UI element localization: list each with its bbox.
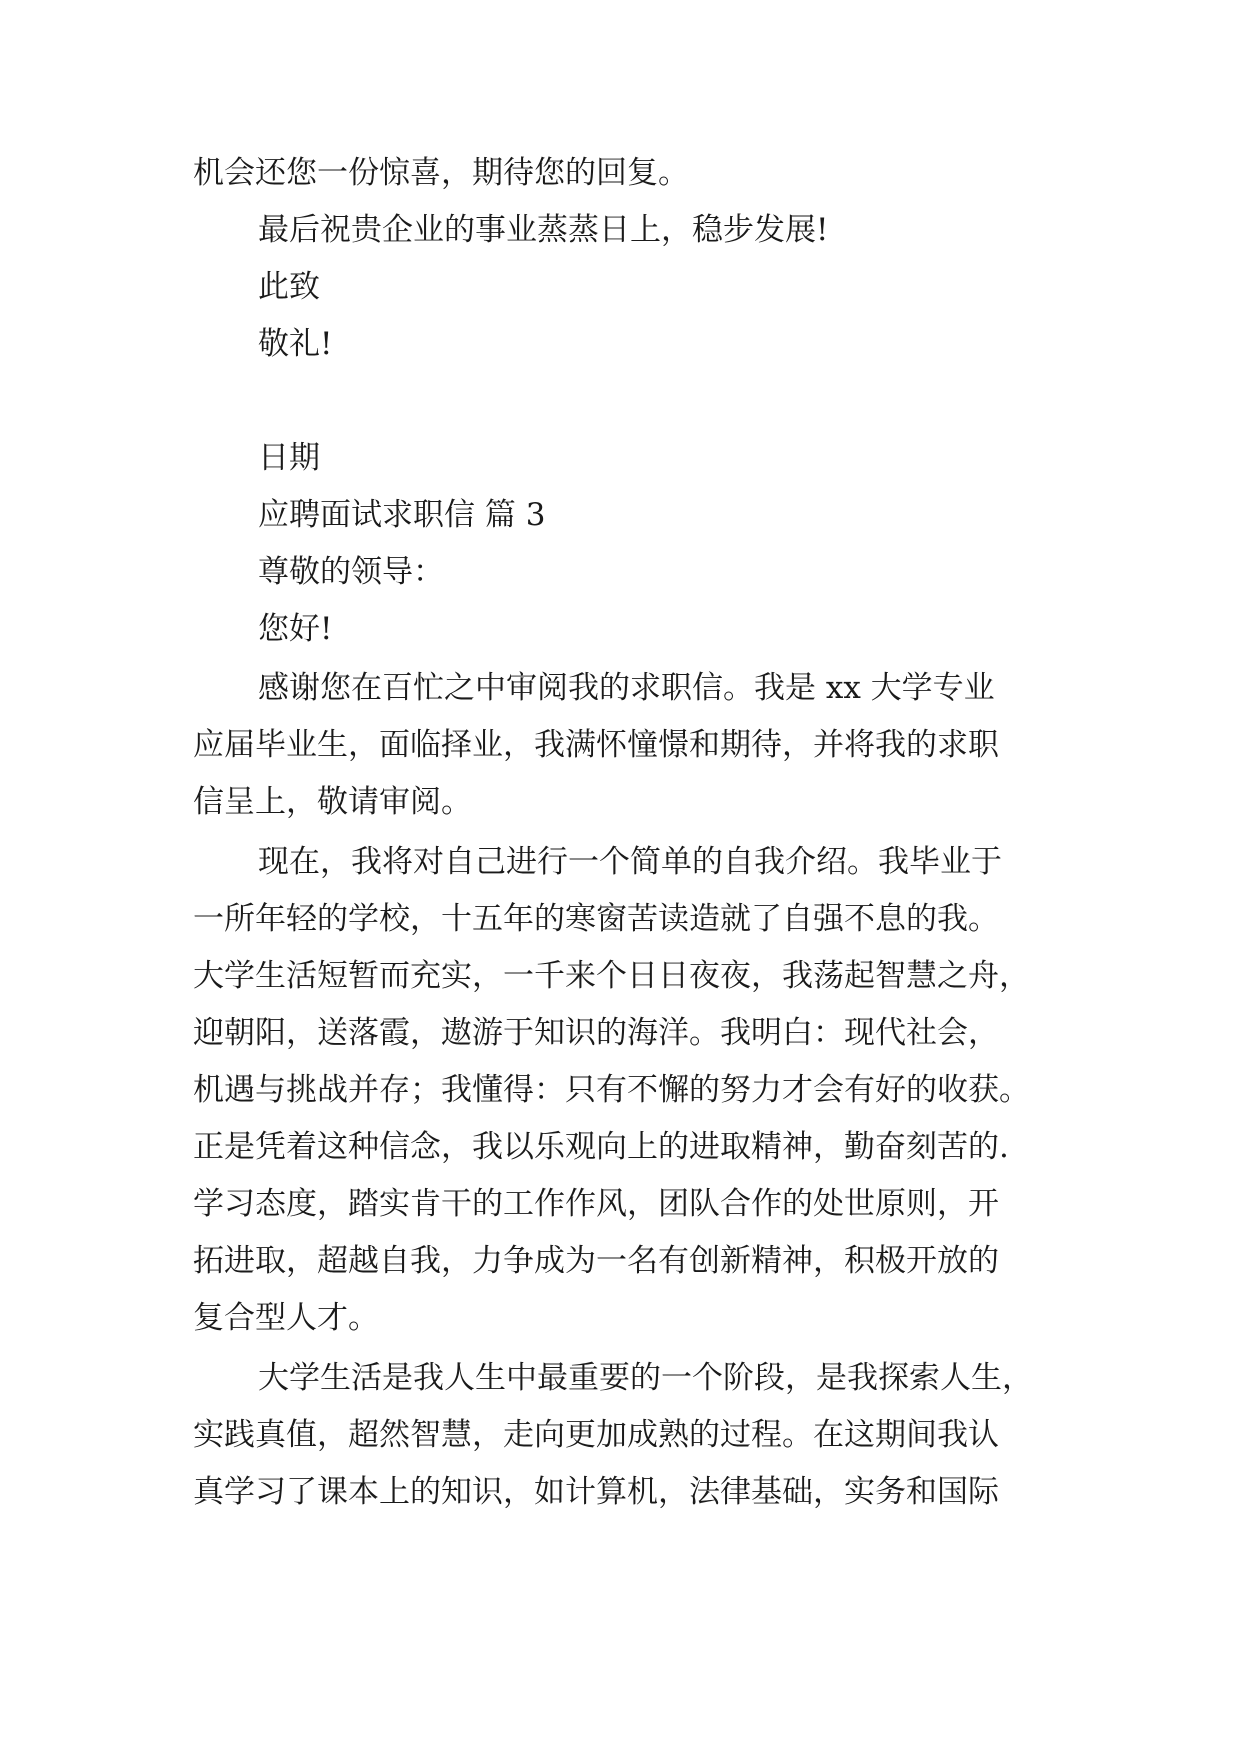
paragraph-line: 复合型人才。 bbox=[193, 1300, 379, 1336]
paragraph-line: 真学习了课本上的知识，如计算机，法律基础，实务和国际 bbox=[193, 1474, 999, 1510]
paragraph-line: 一所年轻的学校，十五年的寒窗苦读造就了自强不息的我。 bbox=[193, 901, 999, 937]
greeting-line: 您好! bbox=[258, 611, 333, 647]
salutation-line: 此致 bbox=[258, 269, 320, 305]
text-line: 机会还您一份惊喜，期待您的回复。 bbox=[193, 155, 689, 191]
paragraph-line: 拓进取，超越自我，力争成为一名有创新精神，积极开放的 bbox=[193, 1243, 999, 1279]
paragraph-line: 感谢您在百忙之中审阅我的求职信。我是 xx 大学专业 bbox=[258, 670, 995, 706]
paragraph-line: 信呈上，敬请审阅。 bbox=[193, 784, 472, 820]
paragraph-line: 实践真值，超然智慧，走向更加成熟的过程。在这期间我认 bbox=[193, 1417, 999, 1453]
text-line: 最后祝贵企业的事业蒸蒸日上，稳步发展! bbox=[258, 212, 829, 248]
paragraph-line: 现在，我将对自己进行一个简单的自我介绍。我毕业于 bbox=[258, 844, 1002, 880]
salutation-line: 敬礼! bbox=[258, 326, 333, 362]
paragraph-line: 大学生活是我人生中最重要的一个阶段，是我探索人生， bbox=[258, 1360, 1033, 1396]
section-heading: 应聘面试求职信 篇 3 bbox=[258, 497, 546, 533]
paragraph-line: 应届毕业生，面临择业，我满怀憧憬和期待，并将我的求职 bbox=[193, 727, 999, 763]
greeting-line: 尊敬的领导： bbox=[258, 554, 444, 590]
paragraph-line: 机遇与挑战并存；我懂得：只有不懈的努力才会有好的收获。 bbox=[193, 1072, 1030, 1108]
paragraph-line: 正是凭着这种信念，我以乐观向上的进取精神，勤奋刻苦的. bbox=[193, 1129, 1009, 1165]
date-line: 日期 bbox=[258, 440, 320, 476]
paragraph-line: 大学生活短暂而充实，一千来个日日夜夜，我荡起智慧之舟， bbox=[193, 958, 1030, 994]
paragraph-line: 迎朝阳，送落霞，遨游于知识的海洋。我明白：现代社会， bbox=[193, 1015, 999, 1051]
paragraph-line: 学习态度，踏实肯干的工作作风，团队合作的处世原则，开 bbox=[193, 1186, 999, 1222]
